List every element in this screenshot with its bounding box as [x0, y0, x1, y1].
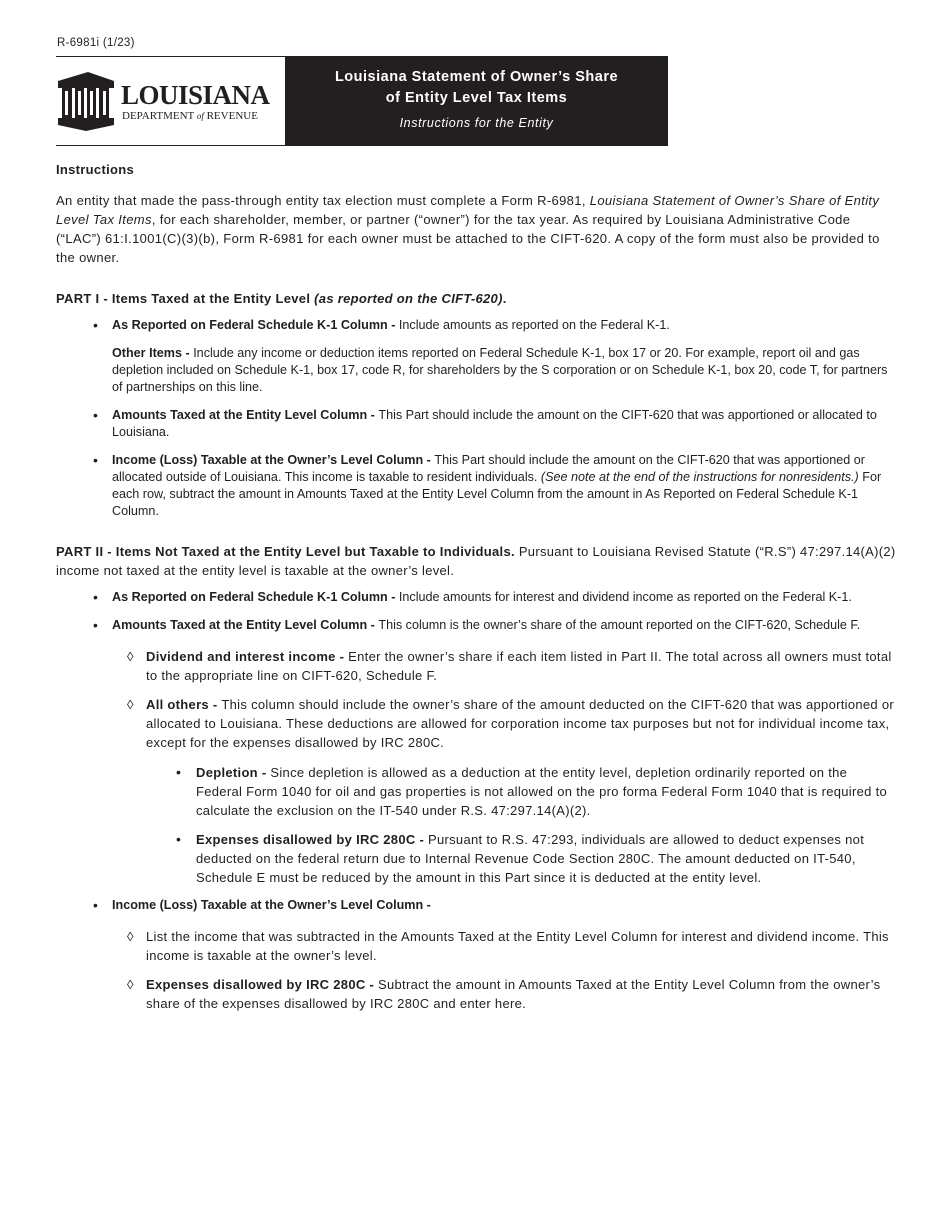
logo-wordmark: LOUISIANA: [121, 80, 270, 110]
title-box: [285, 56, 668, 146]
instructions-body: [56, 160, 896, 1023]
logo-department: DEPARTMENT of REVENUE: [122, 110, 258, 122]
part1-bullet-k1: • As Reported on Federal Schedule K-1 Column - Include amounts as reported on the Federal K-1.: [93, 317, 670, 333]
form-title: Louisiana Statement of Owner’s Share of Entity Level Tax Items: [334, 69, 619, 106]
part2-irc-280c: • Expenses disallowed by IRC 280C - Pursuant to R.S. 47:293, individuals are allowed to deduct expenses not deducted on the federal return due to Internal Revenue Code Section 280C. The amount deducted on IT-540, Schedule E must be reduced by the amount in this Part since it is deducted at the entity level.: [176, 831, 865, 885]
header-bottom-rule: [56, 145, 286, 146]
part1-bullet-entity-level: • Amounts Taxed at the Entity Level Column - This Part should include the amount on the CIFT-620 that was apportioned or allocated to Louisiana.: [93, 407, 877, 439]
intro-paragraph: An entity that made the pass-through entity tax election must complete a Form R-6981, Louisiana Statement of Owner’s Share of Entity Level Tax Items, for each shareholder, member, or partner (“owner”) for the tax year. As required by Louisiana Administrative Code (“LAC”) 61:I.1001(C)(3)(b), Form R-6981 for each owner must be attached to the CIFT-620. A copy of the form must also be provided to the owner.: [56, 193, 880, 265]
part2-bullet-owner-level: • Income (Loss) Taxable at the Owner’s Level Column -: [93, 897, 431, 913]
part2-bullet-entity-level: • Amounts Taxed at the Entity Level Column - This column is the owner’s share of the amount reported on the CIFT-620, Schedule F.: [93, 617, 861, 633]
instructions-heading: Instructions: [56, 162, 134, 177]
part1-heading: PART I - Items Taxed at the Entity Level (as reported on the CIFT-620).: [56, 291, 507, 306]
part2-all-others: ◊ All others - This column should include the owner’s share of the amount deducted on the CIFT-620 that was apportioned or allocated to Louisiana. These deductions are allowed for corporation income tax purposes but not for individual income tax, except for the expenses disallowed by IRC 280C.: [127, 697, 895, 750]
form-subtitle: Instructions for the Entity: [399, 116, 554, 130]
part2-owner-income: ◊ List the income that was subtracted in the Amounts Taxed at the Entity Level Column for interest and dividend income. This income is taxable at the owner’s level.: [127, 929, 889, 963]
pelican-icon: [58, 72, 114, 131]
louisiana-revenue-logo: [56, 69, 278, 131]
form-id: R-6981i (1/23): [57, 37, 135, 49]
part1-bullet-owner-level: • Income (Loss) Taxable at the Owner’s Level Column - This Part should include the amount on the CIFT-620 that was apportioned or allocated outside of Louisiana. This income is taxable to resident individuals. (See note at the end of the instructions for nonresidents.) For each row, subtract the amount in Amounts Taxed at the Entity Level Column from the amount in As Reported on Federal Schedule K-1 Column.: [93, 452, 882, 518]
part2-heading: PART II - Items Not Taxed at the Entity Level but Taxable to Individuals. Pursuant to Louisiana Revised Statute (“R.S”) 47:297.14(A)(2) income not taxed at the entity level is taxable at the owner’s level.: [56, 544, 896, 578]
header-top-rule: [56, 56, 286, 57]
form-header: [56, 56, 668, 146]
part2-bullet-k1: • As Reported on Federal Schedule K-1 Column - Include amounts for interest and dividend income as reported on the Federal K-1.: [93, 589, 852, 605]
part2-depletion: • Depletion - Since depletion is allowed as a deduction at the entity level, depletion ordinarily reported on the Federal Form 1040 for oil and gas properties is not allowed on the pro forma Federal Form 1040 that is required to calculate the exclusion on the IT-540 under R.S. 47:297.14(A)(2).: [176, 764, 888, 818]
part2-owner-expenses-280c: ◊ Expenses disallowed by IRC 280C - Subtract the amount in Amounts Taxed at the Entity Level Column from the owner’s share of the expenses disallowed by IRC 280C and enter here.: [127, 977, 881, 1011]
part1-other-items: Other Items - Include any income or deduction items reported on Federal Schedule K-1, box 17 or 20. For example, report oil and gas depletion included on Schedule K-1, box 17, code R, for shareholders by the S corporation or on Schedule K-1, box 20, code T, for partners of partnerships on this line.: [112, 346, 888, 394]
part2-dividend-interest: ◊ Dividend and interest income - Enter the owner’s share if each item listed in Part II. The total across all owners must total to the appropriate line on CIFT-620, Schedule F.: [127, 649, 892, 683]
